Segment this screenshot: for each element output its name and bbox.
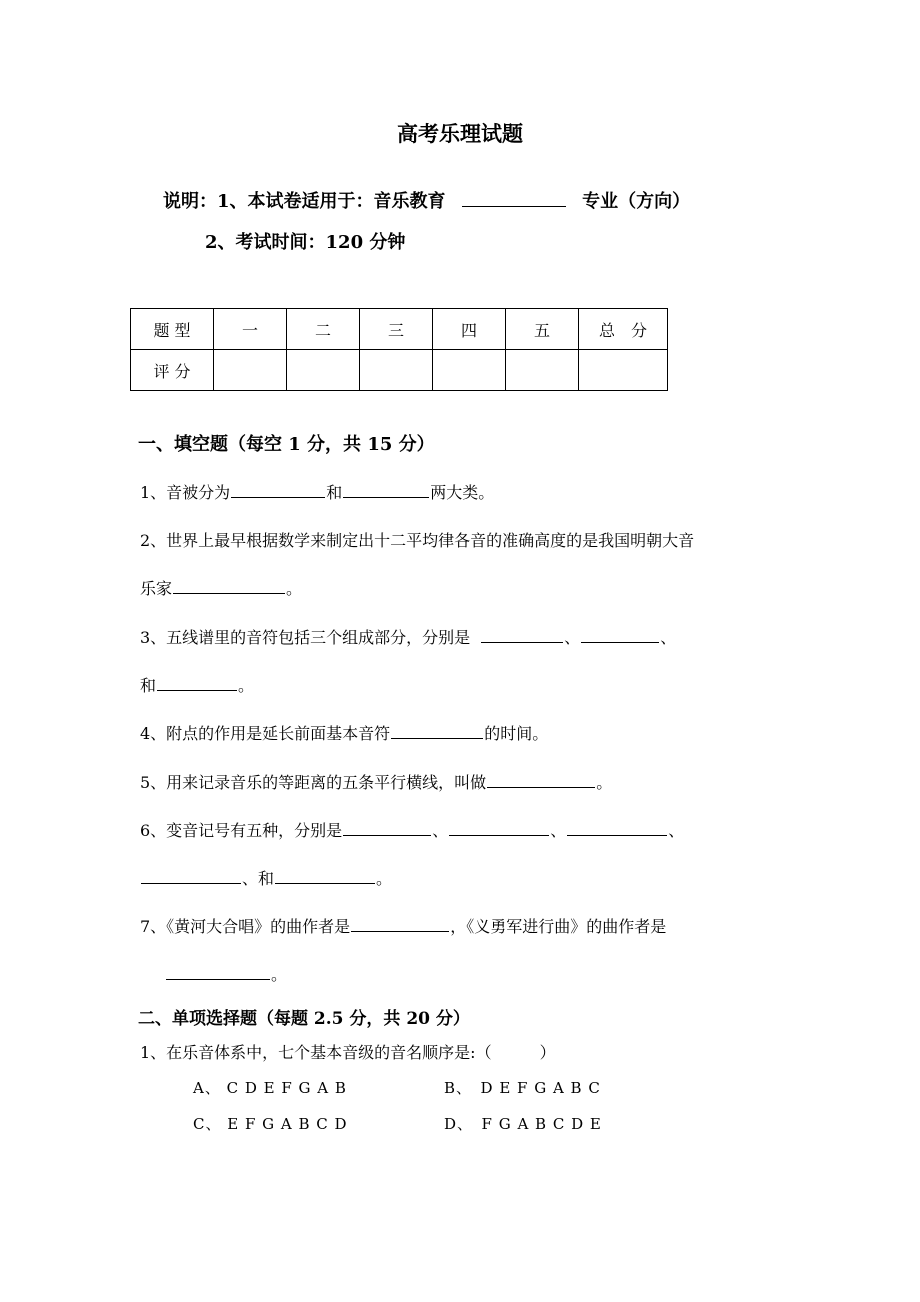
score-header-4: 四 [433, 309, 506, 350]
instructions-line-2: 2、考试时间：120 分钟 [205, 232, 406, 253]
score-header-2: 二 [287, 309, 360, 350]
q2-text-c: 。 [286, 579, 303, 598]
q3-blank-3[interactable] [157, 689, 237, 691]
q5-blank[interactable] [487, 786, 595, 788]
score-table [130, 308, 668, 391]
question-1-1 [140, 480, 494, 503]
question-1-3-line-2 [140, 673, 254, 696]
q3-sep-1: 、 [564, 628, 581, 647]
score-cell-1[interactable] [214, 350, 287, 391]
q6-text-end: 。 [376, 869, 393, 888]
score-cell-3[interactable] [360, 350, 433, 391]
q2-blank[interactable] [173, 592, 285, 594]
question-1-5 [140, 770, 612, 793]
q7-blank-2[interactable] [166, 978, 270, 980]
q3-blank-1[interactable] [481, 641, 563, 643]
q1-text-b: 和 [326, 483, 343, 502]
score-header-total: 总 分 [579, 309, 668, 350]
score-header-3: 三 [360, 309, 433, 350]
question-1-4 [140, 721, 548, 744]
section-2-heading: 二、单项选择题（每题 2.5 分，共 20 分） [138, 1009, 470, 1029]
q4-blank[interactable] [391, 737, 483, 739]
q7-blank-1[interactable] [351, 930, 449, 932]
q4-text-a: 4、附点的作用是延长前面基本音符 [140, 724, 391, 743]
q5-text-a: 5、用来记录音乐的等距离的五条平行横线，叫做 [140, 773, 487, 792]
q7-text-b: ，《义勇军进行曲》的曲作者是 [450, 917, 667, 936]
q6-blank-5[interactable] [275, 882, 375, 884]
q3-sep-2: 、 [660, 628, 677, 647]
option-a[interactable]: A、 C D E F G A B [193, 1079, 347, 1097]
major-blank [462, 205, 566, 207]
score-cell-5[interactable] [506, 350, 579, 391]
q6-blank-1[interactable] [343, 834, 431, 836]
page-title: 高考乐理试题 [397, 121, 523, 146]
score-cell-total[interactable] [579, 350, 668, 391]
question-1-3-line-1 [140, 625, 676, 648]
q3-blank-2[interactable] [581, 641, 659, 643]
q6-sep-1: 、 [432, 821, 449, 840]
question-1-2-line-2 [140, 576, 302, 599]
score-header-type: 题 型 [131, 309, 214, 350]
score-header-1: 一 [214, 309, 287, 350]
score-cell-2[interactable] [287, 350, 360, 391]
q4-text-b: 的时间。 [484, 724, 549, 743]
q3-text-a: 3、五线谱里的音符包括三个组成部分，分别是 [140, 628, 471, 647]
score-table-row-scores [131, 350, 668, 391]
section-1-heading: 一、填空题（每空 1 分，共 15 分） [138, 434, 435, 455]
q1-text-a: 1、音被分为 [140, 483, 231, 502]
q1-text-c: 两大类。 [430, 483, 495, 502]
score-cell-4[interactable] [433, 350, 506, 391]
score-table-row-types [131, 309, 668, 350]
q3-text-b: 和 [140, 676, 157, 695]
question-2-1: 1、在乐音体系中，七个基本音级的音名顺序是:（ ） [140, 1043, 556, 1062]
q5-text-b: 。 [596, 773, 613, 792]
q2-text-b: 乐家 [140, 579, 173, 598]
instructions-line-1-prefix: 说明：1、本试卷适用于：音乐教育 [163, 191, 446, 212]
question-1-2-line-1: 2、世界上最早根据数学来制定出十二平均律各音的准确高度的是我国明朝大音 [140, 531, 695, 550]
q7-text-a: 7、《黄河大合唱》的曲作者是 [140, 917, 351, 936]
option-b[interactable]: B、 D E F G A B C [444, 1079, 601, 1097]
q3-text-c: 。 [238, 676, 255, 695]
q6-blank-2[interactable] [449, 834, 549, 836]
question-1-6-line-1 [140, 818, 684, 841]
option-c[interactable]: C、 E F G A B C D [193, 1115, 348, 1133]
q1-blank-1[interactable] [231, 496, 325, 498]
instructions-line-1 [163, 187, 690, 213]
instructions-line-1-suffix: 专业（方向） [582, 191, 691, 212]
q7-text-c: 。 [271, 965, 288, 984]
q6-sep-2: 、 [550, 821, 567, 840]
score-header-5: 五 [506, 309, 579, 350]
question-1-7-line-2 [165, 962, 287, 985]
q6-blank-3[interactable] [567, 834, 667, 836]
q6-text-a: 6、变音记号有五种，分别是 [140, 821, 343, 840]
q6-sep-3: 、 [668, 821, 685, 840]
q1-blank-2[interactable] [343, 496, 429, 498]
option-d[interactable]: D、 F G A B C D E [444, 1115, 602, 1133]
q6-text-and: 、和 [242, 869, 275, 888]
question-1-6-line-2 [140, 866, 392, 889]
question-1-7-line-1 [140, 914, 666, 937]
q6-blank-4[interactable] [141, 882, 241, 884]
score-label: 评 分 [131, 350, 214, 391]
